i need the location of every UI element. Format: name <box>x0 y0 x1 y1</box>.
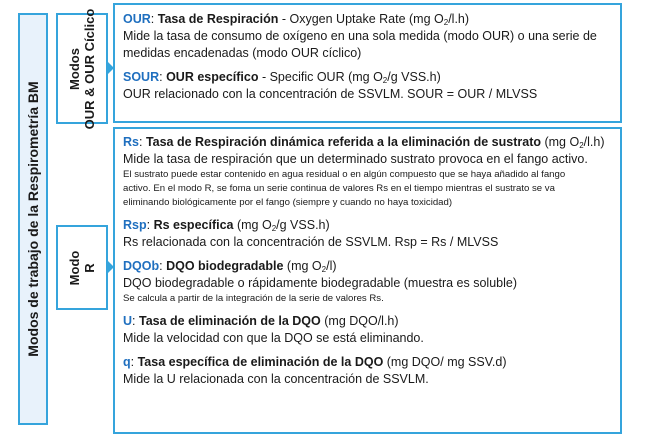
our-unit-pre: - Oxygen Uptake Rate (mg O <box>278 12 444 26</box>
q-term: Tasa específica de eliminación de la DQO <box>137 355 384 369</box>
sour-unit-pre: - Specific OUR (mg O <box>258 70 383 84</box>
rs-heading <box>123 134 612 151</box>
our-content-box <box>113 3 622 123</box>
rsp-unit-post: /g VSS.h) <box>276 218 330 232</box>
our-key: OUR <box>123 12 151 26</box>
dqob-term: DQO biodegradable <box>166 259 284 273</box>
rsp-unit-pre: (mg O <box>233 218 272 232</box>
our-colon: : <box>150 12 158 26</box>
mode-our-label-line2: OUR & OUR Cíclico <box>82 8 97 129</box>
sour-heading <box>123 69 612 86</box>
sour-unit-sub: 2 <box>382 76 388 85</box>
main-title-text: Modos de trabajo de la Respirometría BM <box>25 81 41 357</box>
dqob-desc: DQO biodegradable o rápidamente biodegradable (muestra es soluble) <box>123 276 517 290</box>
dqob-heading <box>123 258 612 275</box>
our-term: Tasa de Respiración <box>157 12 279 26</box>
q-heading <box>123 354 612 371</box>
rs-note-line3: eliminando biológicamente por el fango (siempre y cuando no haya toxicidad) <box>123 197 453 208</box>
rs-unit-post: /l.h) <box>583 135 605 149</box>
rsp-unit-sub: 2 <box>271 224 277 233</box>
q-desc: Mide la U relacionada con la concentración de SSVLM. <box>123 372 429 386</box>
our-desc-line1: Mide la tasa de consumo de oxígeno en una sola medida (modo OUR) o una serie de <box>123 29 597 43</box>
rs-colon: : <box>138 135 146 149</box>
sour-unit-post: /g VSS.h) <box>387 70 441 84</box>
q-key: q <box>123 355 131 369</box>
u-key: U <box>123 314 133 328</box>
dqob-note: Se calcula a partir de la integración de la serie de valores Rs. <box>123 293 384 304</box>
dqob-unit-sub: 2 <box>321 265 327 274</box>
rsp-desc: Rs relacionada con la concentración de SSVLM. Rsp = Rs / MLVSS <box>123 235 499 249</box>
rs-note-line2: activo. En el modo R, se foma un serie continua de valores Rs en el tiempo mientras el sustrato se va <box>123 183 555 194</box>
rs-unit-pre: (mg O <box>541 135 580 149</box>
rsp-colon: : <box>146 218 154 232</box>
q-colon: : <box>130 355 138 369</box>
mode-r-label-box <box>56 225 108 310</box>
rsp-term: Rs específica <box>153 218 234 232</box>
our-desc-line2: medidas encadenadas (modo OUR cíclico) <box>123 46 362 60</box>
rs-desc: Mide la tasa de respiración que un determinado sustrato provoca en el fango activo. <box>123 152 588 166</box>
u-heading <box>123 313 612 330</box>
u-term: Tasa de eliminación de la DQO <box>138 314 321 328</box>
sour-desc: OUR relacionado con la concentración de SSVLM. SOUR = OUR / MLVSS <box>123 87 538 101</box>
r-content-box <box>113 127 622 434</box>
u-colon: : <box>132 314 139 328</box>
rsp-heading <box>123 217 612 234</box>
u-unit: (mg DQO/l.h) <box>320 314 399 328</box>
mode-our-label <box>67 8 97 129</box>
q-unit: (mg DQO/ mg SSV.d) <box>383 355 507 369</box>
mode-r-label <box>67 250 97 285</box>
mode-r-label-line2: R <box>82 262 97 273</box>
our-heading <box>123 11 612 28</box>
dqob-colon: : <box>159 259 167 273</box>
our-unit-post: /l.h) <box>448 12 470 26</box>
rs-unit-sub: 2 <box>579 141 584 150</box>
dqob-unit-post: /l) <box>326 259 337 273</box>
sour-term: OUR específico <box>166 70 259 84</box>
mode-our-label-box <box>56 8 108 129</box>
sour-colon: : <box>159 70 167 84</box>
rsp-key: Rsp <box>123 218 147 232</box>
dqob-unit-pre: (mg O <box>283 259 322 273</box>
rs-term: Tasa de Respiración dinámica referida a la eliminación de sustrato <box>145 135 541 149</box>
mode-our-label-line1: Modos <box>67 47 82 90</box>
mode-r-label-line1: Modo <box>67 250 82 285</box>
rs-note-line1: El sustrato puede estar contenido en agua residual o en algún compuesto que se haya añadido al fango <box>123 169 566 180</box>
rs-key: Rs <box>123 135 139 149</box>
our-unit-sub: 2 <box>443 18 449 27</box>
main-vertical-title <box>18 13 48 425</box>
u-desc: Mide la velocidad con que la DQO se está eliminando. <box>123 331 424 345</box>
dqob-key: DQOb <box>123 259 160 273</box>
sour-key: SOUR <box>123 70 160 84</box>
